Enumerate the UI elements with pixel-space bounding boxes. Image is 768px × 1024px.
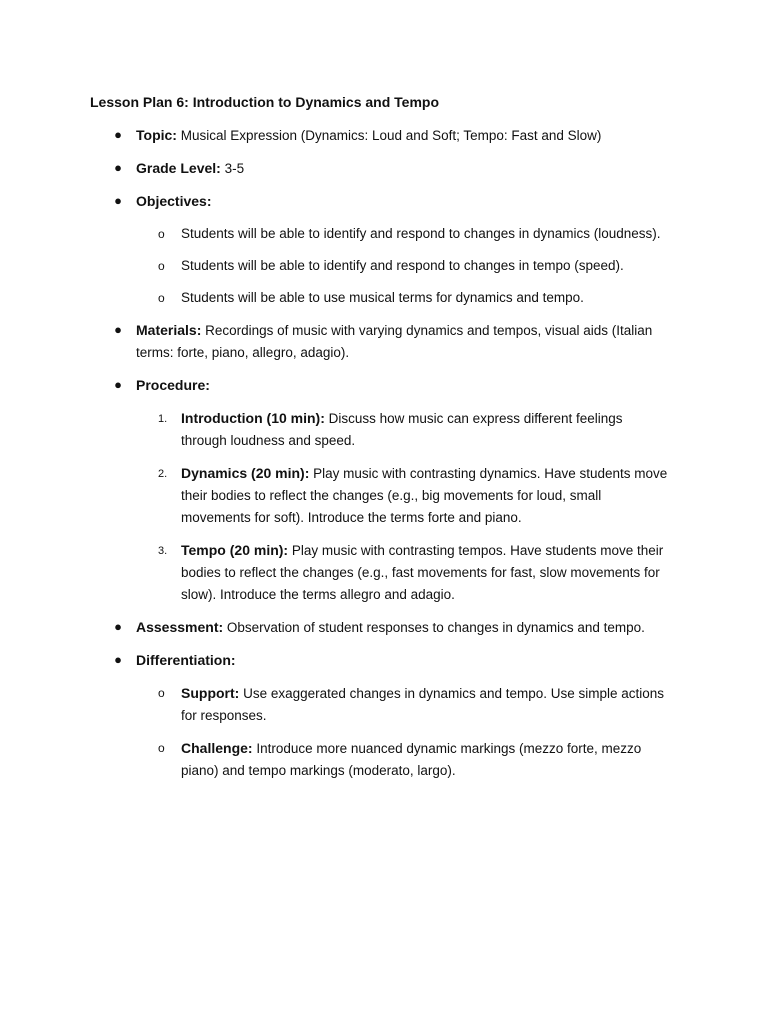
item-text: Students will be able to identify and respond to changes in tempo (speed). xyxy=(181,258,624,273)
step-label: Introduction (10 min): xyxy=(181,410,325,426)
list-item xyxy=(136,223,672,245)
sub-text: Introduce more nuanced dynamic markings (mezzo forte, mezzo piano) and tempo markings (moderato, largo). xyxy=(181,741,642,778)
list-item xyxy=(136,737,672,782)
objectives-list xyxy=(136,223,672,309)
sub-text: Use exaggerated changes in dynamics and tempo. Use simple actions for responses. xyxy=(181,686,665,723)
bullet-icon: ● xyxy=(114,322,122,337)
list-item-procedure xyxy=(0,374,768,606)
step-number: 3. xyxy=(158,545,168,557)
list-item-topic xyxy=(0,124,768,147)
bullet-icon: ● xyxy=(114,127,122,142)
list-item-grade-level xyxy=(0,157,768,180)
item-label: Grade Level: xyxy=(136,160,221,176)
list-item-differentiation xyxy=(0,649,768,782)
list-item xyxy=(136,539,672,606)
list-item-objectives xyxy=(0,190,768,309)
bullet-icon: ● xyxy=(114,193,122,208)
list-item xyxy=(136,407,672,452)
sub-label: Challenge: xyxy=(181,740,253,756)
step-number: 2. xyxy=(158,468,168,480)
list-item xyxy=(136,287,672,309)
lesson-outline xyxy=(0,124,768,792)
step-label: Tempo (20 min): xyxy=(181,542,289,558)
circle-bullet-icon: o xyxy=(158,686,165,700)
list-item-assessment xyxy=(0,616,768,639)
procedure-steps xyxy=(136,407,672,606)
item-label: Assessment: xyxy=(136,619,224,635)
circle-bullet-icon: o xyxy=(158,741,165,755)
differentiation-list xyxy=(136,682,672,782)
page-title: Lesson Plan 6: Introduction to Dynamics and Tempo xyxy=(90,94,440,110)
list-item-materials xyxy=(0,319,768,364)
bullet-icon: ● xyxy=(114,619,122,634)
item-text: Students will be able to identify and respond to changes in dynamics (loudness). xyxy=(181,226,661,241)
list-item xyxy=(136,255,672,277)
step-text: Discuss how music can express different feelings through loudness and speed. xyxy=(181,411,623,448)
item-text: Observation of student responses to changes in dynamics and tempo. xyxy=(223,620,645,635)
bullet-icon: ● xyxy=(114,652,122,667)
step-number: 1. xyxy=(158,413,168,425)
circle-bullet-icon: o xyxy=(158,259,165,273)
circle-bullet-icon: o xyxy=(158,227,165,241)
item-text: Musical Expression (Dynamics: Loud and Soft; Tempo: Fast and Slow) xyxy=(176,128,602,143)
list-item xyxy=(136,462,672,529)
item-text: 3-5 xyxy=(220,161,245,176)
bullet-icon: ● xyxy=(114,377,122,392)
step-label: Dynamics (20 min): xyxy=(181,465,310,481)
step-text: Play music with contrasting tempos. Have students move their bodies to reflect the changes (e.g., fast movements for fast, slow movements for slow). Introduce the terms allegro and adagio. xyxy=(181,543,664,602)
item-text: Recordings of music with varying dynamics and tempos, visual aids (Italian terms: forte, piano, allegro, adagio). xyxy=(136,323,653,360)
item-label: Procedure: xyxy=(136,377,210,393)
item-label: Differentiation: xyxy=(136,652,236,668)
circle-bullet-icon: o xyxy=(158,291,165,305)
list-item xyxy=(136,682,672,727)
sub-label: Support: xyxy=(181,685,240,701)
step-text: Play music with contrasting dynamics. Have students move their bodies to reflect the changes (e.g., big movements for loud, small movements for soft). Introduce the terms forte and piano. xyxy=(181,466,668,525)
item-label: Objectives: xyxy=(136,193,212,209)
item-label: Topic: xyxy=(136,127,177,143)
item-text: Students will be able to use musical terms for dynamics and tempo. xyxy=(181,290,584,305)
bullet-icon: ● xyxy=(114,160,122,175)
item-label: Materials: xyxy=(136,322,202,338)
